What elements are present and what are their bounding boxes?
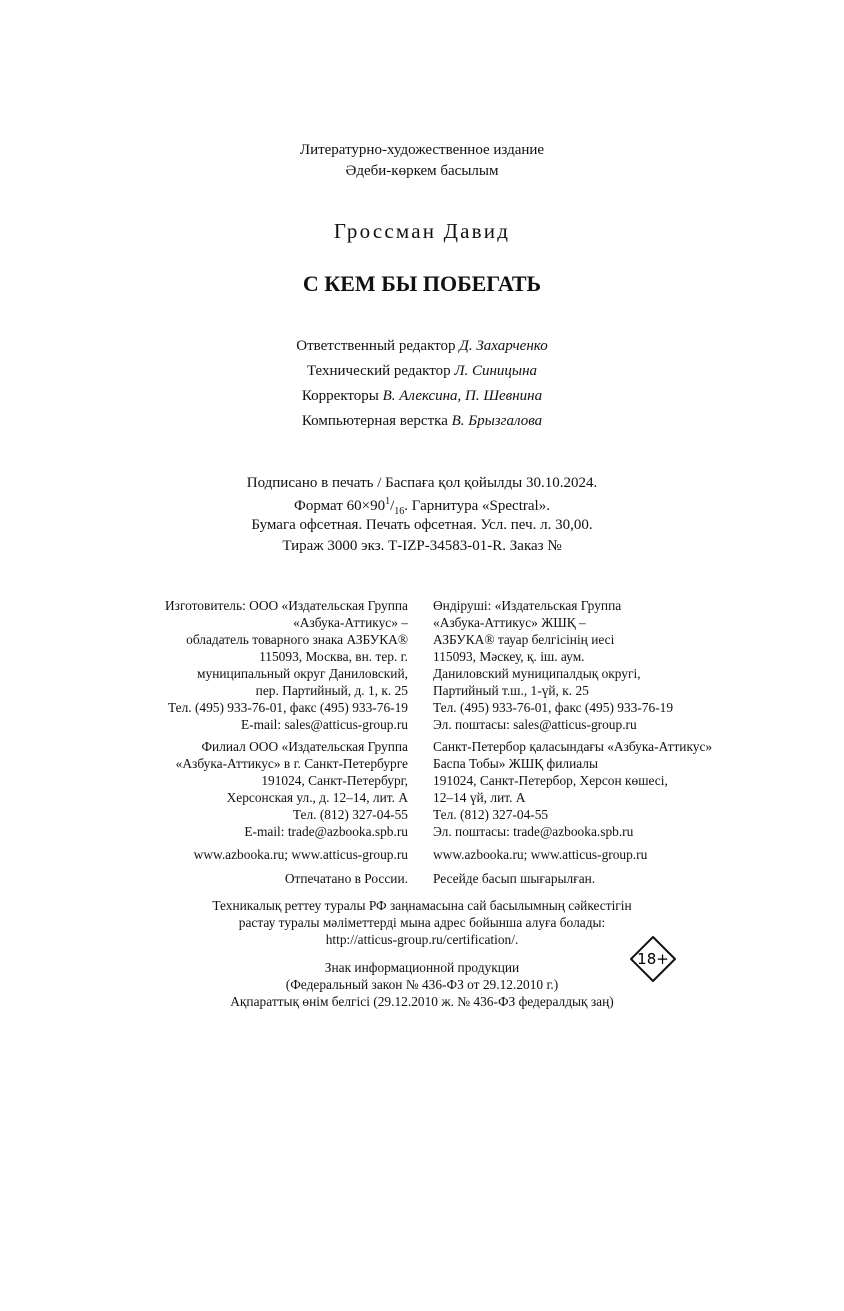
manufacturer-ru-line: обладатель товарного знака АЗБУКА®	[186, 632, 408, 647]
manufacturer-kz-line: 115093, Мәскеу, қ. іш. аум.	[433, 649, 585, 664]
branch-ru-line: 191024, Санкт-Петербург,	[261, 773, 408, 788]
branch-ru-line: Херсонская ул., д. 12–14, лит. А	[226, 790, 408, 805]
websites-ru: www.azbooka.ru; www.atticus-group.ru	[193, 847, 408, 862]
manufacturer-kz-line: Өндіруші: «Издательская Группа	[433, 598, 622, 613]
manufacturer-ru-line: 115093, Москва, вн. тер. г.	[259, 649, 408, 664]
edition-type-kz: Әдеби-көркем басылым	[345, 163, 499, 179]
format-prefix: Формат 60×90	[294, 498, 386, 514]
printed-in-kz: Ресейде басып шығарылған.	[433, 871, 596, 886]
manufacturer-kz-line: «Азбука-Аттикус» ЖШҚ –	[433, 615, 586, 630]
branch-kz-email: Эл. поштасы: trade@azbooka.spb.ru	[433, 824, 634, 839]
credit-role: Технический редактор	[306, 363, 451, 379]
manufacturer-ru-line: Тел. (495) 933-76-01, факс (495) 933-76-19	[167, 700, 408, 715]
manufacturer-ru-line: «Азбука-Аттикус» –	[293, 615, 408, 630]
manufacturer-ru-email: E-mail: sales@atticus-group.ru	[240, 717, 408, 732]
branch-kz-line: Санкт-Петербор қаласындағы «Азбука-Аттикус»	[433, 739, 713, 754]
signed-to-print: Подписано в печать / Баспаға қол қойылды 30.10.2024.	[246, 475, 598, 491]
credit-person: В. Брызгалова	[451, 413, 543, 429]
branch-kz-line: 12–14 үй, лит. А	[433, 790, 526, 805]
credit-person: Л. Синицына	[454, 363, 538, 379]
format-line: Формат $60\times 90^1/_{16}$. Гарнитура «Spectral».	[294, 496, 550, 517]
certification-line: Техникалық реттеу туралы РФ заңнамасына сай басылымның сәйкестігін	[212, 898, 632, 913]
credit-person: В. Алексина, П. Шевнина	[382, 388, 543, 404]
info-sign-line: (Федеральный закон № 436-ФЗ от 29.12.2010 г.)	[285, 977, 559, 992]
branch-ru-email: E-mail: trade@azbooka.spb.ru	[244, 824, 408, 839]
manufacturer-kz-line: АЗБУКА® тауар белгісінің иесі	[433, 632, 615, 647]
manufacturer-kz-line: Партийный т.ш., 1-үй, к. 25	[433, 683, 589, 698]
info-sign-line: Ақпараттық өнім белгісі (29.12.2010 ж. № 436-ФЗ федералдық заң)	[230, 994, 614, 1009]
credit-line	[0, 363, 844, 380]
branch-kz-line: Тел. (812) 327-04-55	[433, 807, 549, 822]
manufacturer-ru-line: муниципальный округ Даниловский,	[197, 666, 408, 681]
credit-role: Корректоры	[301, 388, 379, 404]
branch-kz-line: Баспа Тобы» ЖШҚ филиалы	[433, 756, 598, 771]
paper-line: Бумага офсетная. Печать офсетная. Усл. печ. л. 30,00.	[251, 517, 593, 533]
branch-kz-line: 191024, Санкт-Петербор, Херсон көшесі,	[433, 773, 668, 788]
manufacturer-ru-line: Изготовитель: ООО «Издательская Группа	[165, 598, 408, 613]
credit-role: Компьютерная верстка	[301, 413, 448, 429]
author-name: Гроссман Давид	[333, 219, 511, 243]
certification-line: растау туралы мәліметтерді мына адрес бойынша алуға болады:	[238, 915, 606, 930]
format-denominator: 16	[394, 506, 405, 517]
manufacturer-ru-line: пер. Партийный, д. 1, к. 25	[255, 683, 408, 698]
format-suffix: . Гарнитура «Spectral».	[404, 498, 550, 514]
websites-kz: www.azbooka.ru; www.atticus-group.ru	[433, 847, 648, 862]
credit-role: Ответственный редактор	[296, 338, 456, 354]
certification-url: http://atticus-group.ru/certification/.	[325, 932, 519, 947]
credit-line	[0, 388, 844, 405]
print-run-line: Тираж 3000 экз. Т-IZP-34583-01-R. Заказ №	[282, 538, 562, 554]
branch-ru-line: «Азбука-Аттикус» в г. Санкт-Петербурге	[175, 756, 408, 771]
branch-ru-line: Филиал ООО «Издательская Группа	[201, 739, 408, 754]
age-rating-label: 18+	[637, 950, 669, 968]
manufacturer-kz-line: Тел. (495) 933-76-01, факс (495) 933-76-19	[433, 700, 674, 715]
edition-type: Литературно-художественное издание	[299, 142, 545, 158]
branch-ru-line: Тел. (812) 327-04-55	[292, 807, 408, 822]
credit-line	[0, 338, 844, 355]
credit-person: Д. Захарченко	[459, 338, 548, 354]
info-sign-line: Знак информационной продукции	[324, 960, 520, 975]
manufacturer-kz-email: Эл. поштасы: sales@atticus-group.ru	[433, 717, 637, 732]
format-numerator: 1	[385, 496, 391, 507]
manufacturer-kz-line: Даниловский муниципалдық округі,	[433, 666, 641, 681]
book-title: С КЕМ БЫ ПОБЕГАТЬ	[302, 271, 542, 296]
printed-in-ru: Отпечатано в России.	[284, 871, 408, 886]
credit-line	[0, 413, 844, 430]
